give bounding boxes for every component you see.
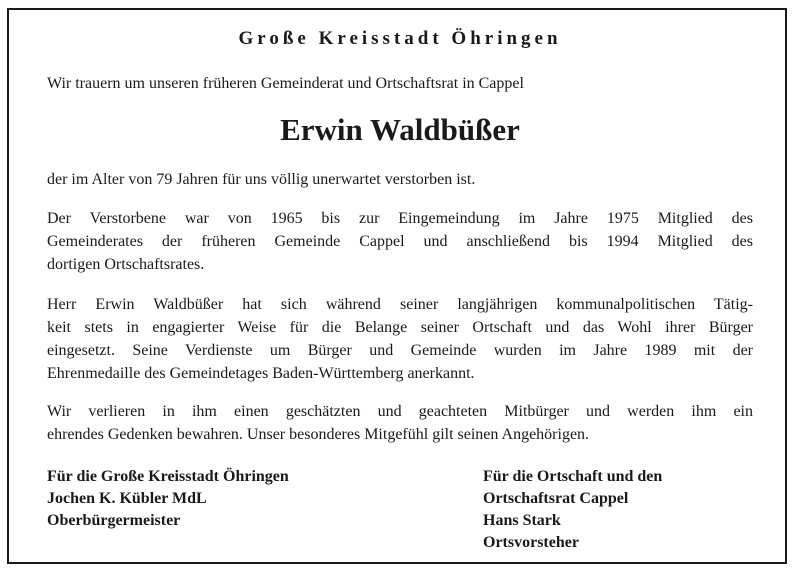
paragraph — [47, 207, 753, 276]
paragraph-line: Wir verlieren in ihm einen geschätzten und geachteten Mitbürger und werden ihm ein — [47, 403, 753, 420]
signature-line: Hans Stark — [483, 512, 561, 529]
signature-right — [483, 466, 662, 554]
paragraph-line: Der Verstorbene war von 1965 bis zur Eingemeindung im Jahre 1975 Mitglied des — [47, 210, 753, 227]
paragraph-line: Ehrenmedaille des Gemeindetages Baden-Württemberg anerkannt. — [47, 365, 475, 382]
paragraph-line: Herr Erwin Waldbüßer hat sich während seiner langjährigen kommunalpolitischen Tätig- — [47, 296, 753, 313]
signature-left — [47, 466, 289, 532]
paragraph — [47, 400, 753, 446]
paragraph — [47, 168, 753, 191]
signature-line: Oberbürgermeister — [47, 512, 181, 529]
paragraph-line: dortigen Ortschaftsrates. — [47, 256, 205, 273]
signature-line: Ortschaftsrat Cappel — [483, 490, 629, 507]
signature-line: Ortsvorsteher — [483, 534, 579, 551]
signature-line: Für die Ortschaft und den — [483, 468, 663, 485]
intro-text: Wir trauern um unseren früheren Gemeinderat und Ortschaftsrat in Cappel — [47, 75, 524, 92]
paragraph-line: eingesetzt. Seine Verdienste um Bürger und Gemeinde wurden im Jahre 1989 mit der — [47, 342, 753, 359]
signature-line: Jochen K. Kübler MdL — [47, 490, 207, 507]
notice-header: Große Kreisstadt Öhringen — [238, 28, 562, 49]
paragraph-line: ehrendes Gedenken bewahren. Unser besonderes Mitgefühl gilt seinen Angehörigen. — [47, 426, 590, 443]
paragraph — [47, 293, 753, 385]
paragraph-line: Gemeinderates der früheren Gemeinde Cappel und anschließend bis 1994 Mitglied des — [47, 233, 753, 250]
signature-line: Für die Große Kreisstadt Öhringen — [47, 468, 289, 485]
paragraph-line: keit stets in engagierter Weise für die Belange seiner Ortschaft und das Wohl ihrer Bürger — [47, 319, 753, 336]
deceased-name: Erwin Waldbüßer — [280, 112, 520, 147]
paragraph-line: der im Alter von 79 Jahren für uns völlig unerwartet verstorben ist. — [47, 171, 476, 188]
